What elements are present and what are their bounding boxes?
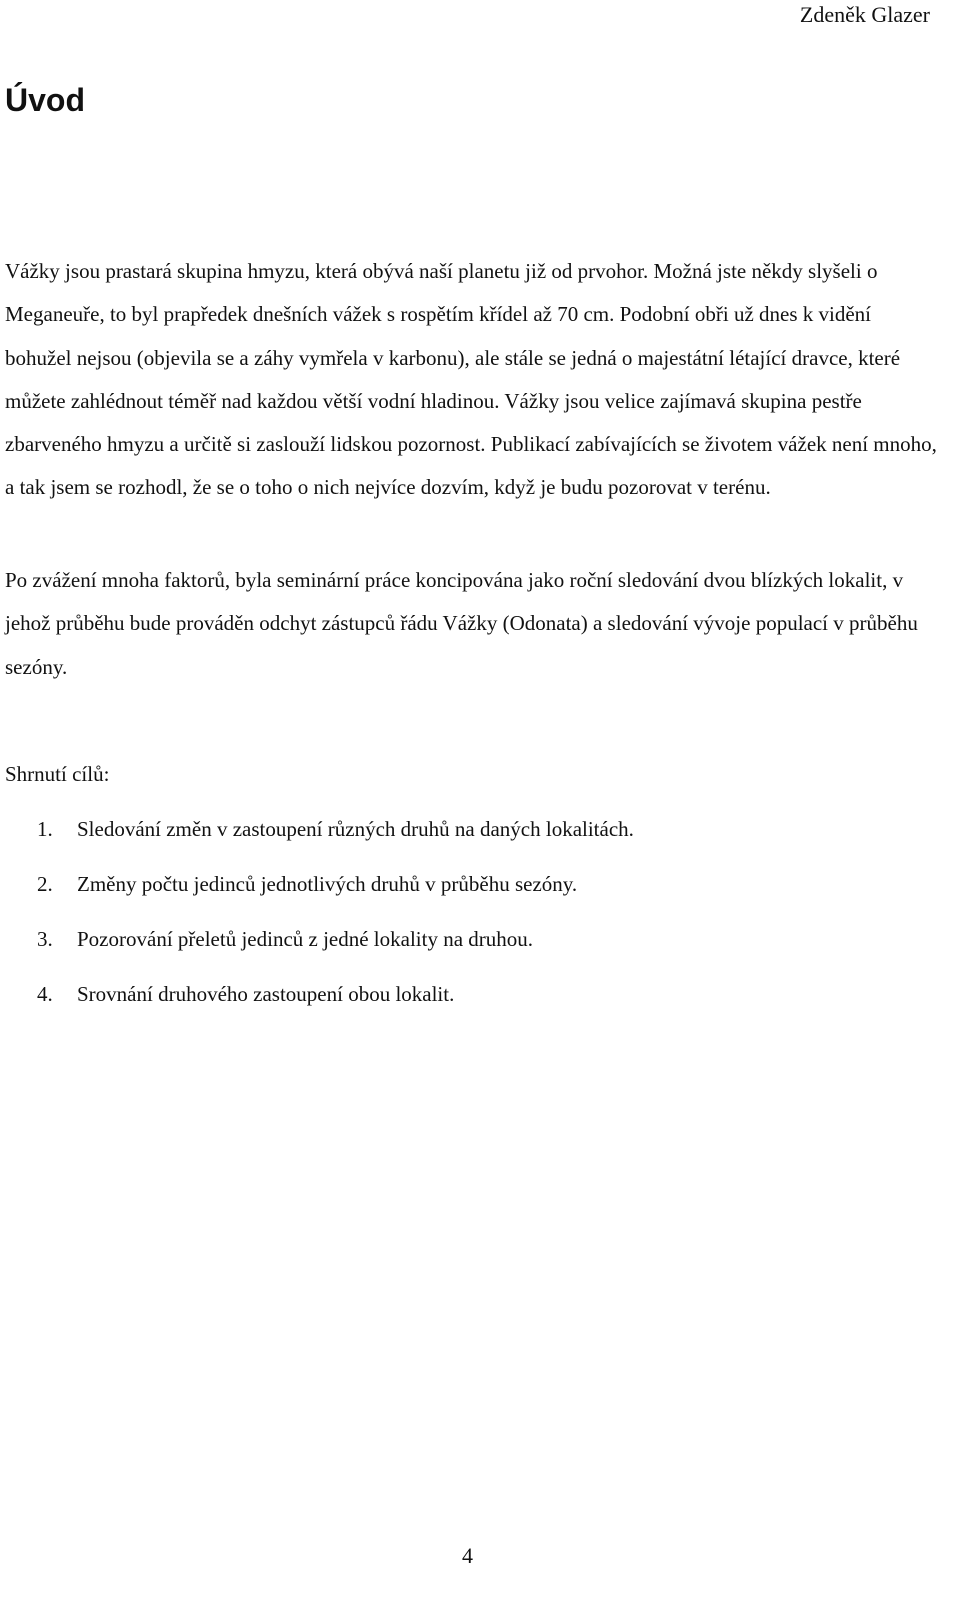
goal-text: Srovnání druhového zastoupení obou lokalit. (77, 982, 455, 1006)
goal-text: Sledování změn v zastoupení různých druhů na daných lokalitách. (77, 817, 634, 841)
goal-number: 1. (37, 817, 53, 841)
page-number: 4 (462, 1543, 473, 1568)
author-name: Zdeněk Glazer (799, 2, 930, 27)
section-title: Úvod (5, 82, 85, 118)
summary-title: Shrnutí cílů: (5, 762, 110, 786)
method-paragraph: Po zvážení mnoha faktorů, byla seminární práce koncipována jako roční sledování dvou blízkých lokalit, v jehož průběhu bude prováděn odchyt zástupců řádu Vážky (Odonata) a sledování vývoje populací v průběhu sezóny. (5, 568, 918, 679)
goal-number: 3. (37, 927, 53, 951)
intro-paragraph: Vážky jsou prastará skupina hmyzu, která obývá naší planetu již od prvohor. Možná jste někdy slyšeli o Meganeuře, to byl prapředek dnešních vážek s rospětím křídel až 70 cm. Podobní obři už dnes k vidění bohužel nejsou (objevila se a záhy vymřela v karbonu), ale stále se jedná o majestátní létající dravce, které můžete zahlédnout téměř nad každou větší vodní hladinou. Vážky jsou velice zajímavá skupina pestře zbarveného hmyzu a určitě si zaslouží lidskou pozornost. Publikací zabívajících se životem vážek není mnoho, a tak jsem se rozhodl, že se o toho o nich nejvíce dozvím, když je budu pozorovat v terénu. (5, 259, 937, 500)
goal-number: 4. (37, 982, 53, 1006)
goal-number: 2. (37, 872, 53, 896)
goal-text: Změny počtu jedinců jednotlivých druhů v průběhu sezóny. (77, 872, 578, 896)
goal-text: Pozorování přeletů jedinců z jedné lokality na druhou. (77, 927, 534, 951)
